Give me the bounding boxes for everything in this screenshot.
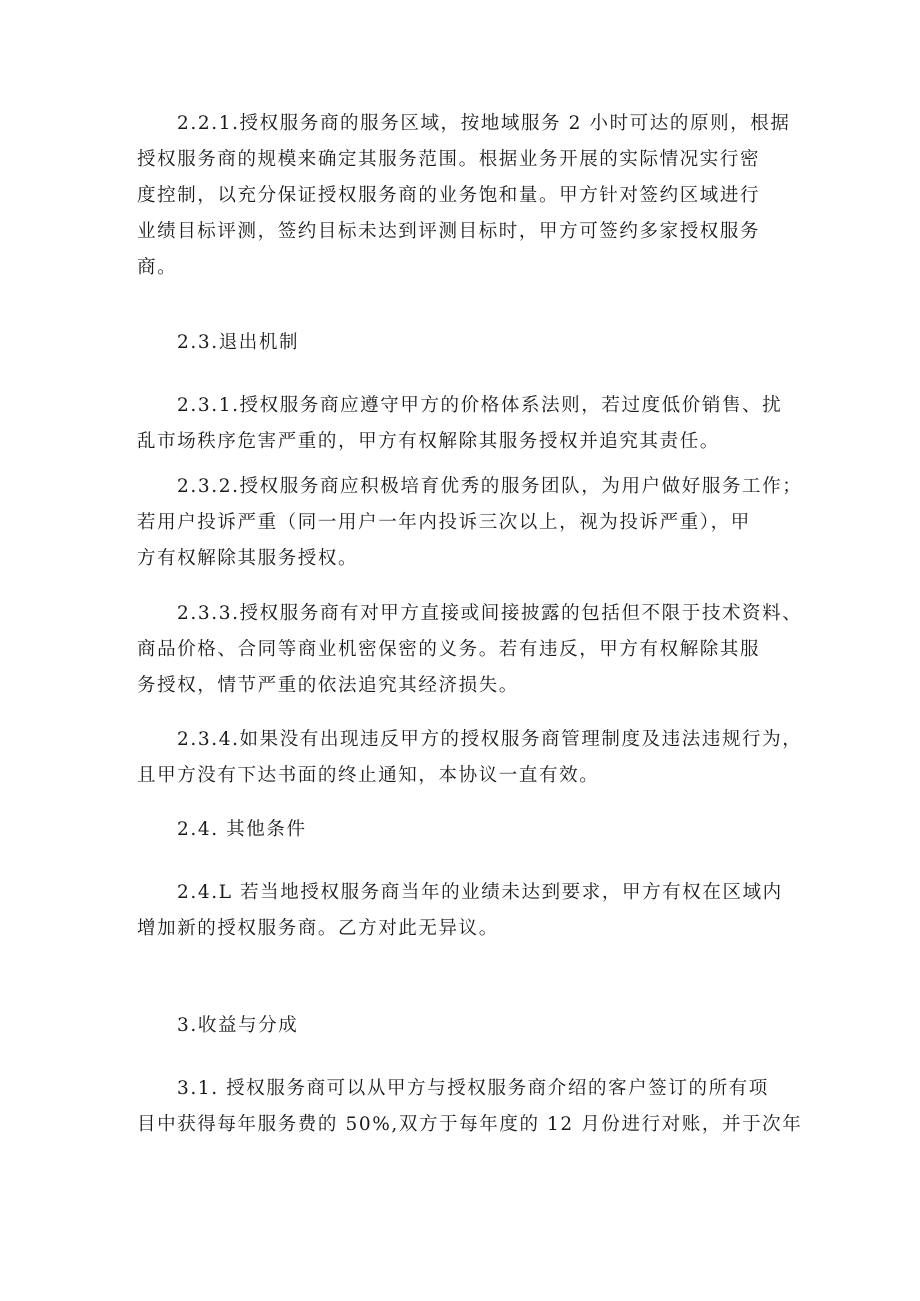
paragraph-2-3-3 [137,596,803,704]
text-line: 目中获得每年服务费的 50%,双方于每年度的 12 月份进行对账，并于次年 [137,1114,803,1135]
text-line: 商。 [137,257,178,278]
text-line: 增加新的授权服务商。乙方对此无异议。 [137,918,499,939]
text-line: 2.3.3.授权服务商有对甲方直接或间接披露的包括但不限于技术资料、 [177,603,803,624]
paragraph-2-4-1 [137,875,787,947]
paragraph-2-3-1 [137,388,787,460]
section-heading-2-4: 2.4. 其他条件 [177,819,307,840]
text-line: 方有权解除其服务授权。 [137,548,359,569]
paragraph-3-1 [137,1071,803,1143]
text-line: 若用户投诉严重（同一用户一年内投诉三次以上，视为投诉严重），甲 [137,512,751,533]
text-line: 2.4.L 若当地授权服务商当年的业绩未达到要求，甲方有权在区域内 [177,882,783,903]
text-line: 2.3.2.授权服务商应积极培育优秀的服务团队，为用户做好服务工作； [177,476,803,497]
text-line: 乱市场秩序危害严重的，甲方有权解除其服务授权并追究其责任。 [137,431,720,452]
text-line: 2.3.4.如果没有出现违反甲方的授权服务商管理制度及违法违规行为， [177,729,803,750]
text-line: 2.2.1.授权服务商的服务区域，按地域服务 2 小时可达的原则，根据 [177,113,791,134]
paragraph-2-3-2 [137,469,803,577]
paragraph-2-2-1 [137,106,791,286]
text-line: 授权服务商的规模来确定其服务范围。根据业务开展的实际情况实行密 [137,149,761,170]
text-line: 业绩目标评测，签约目标未达到评测目标时，甲方可签约多家授权服务 [137,221,761,242]
text-line: 度控制，以充分保证授权服务商的业务饱和量。甲方针对签约区域进行 [137,185,761,206]
text-line: 2.3.1.授权服务商应遵守甲方的价格体系法则，若过度低价销售、扰 [177,395,783,416]
text-line: 3.1. 授权服务商可以从甲方与授权服务商介绍的客户签订的所有项 [177,1078,769,1099]
section-heading-2-3: 2.3.退出机制 [177,332,300,353]
paragraph-2-3-4 [137,722,803,794]
text-line: 且甲方没有下达书面的终止通知，本协议一直有效。 [137,765,600,786]
text-line: 商品价格、合同等商业机密保密的义务。若有违反，甲方有权解除其服 [137,639,761,660]
section-heading-3: 3.收益与分成 [177,1015,299,1036]
text-line: 务授权，情节严重的依法追究其经济损失。 [137,675,519,696]
